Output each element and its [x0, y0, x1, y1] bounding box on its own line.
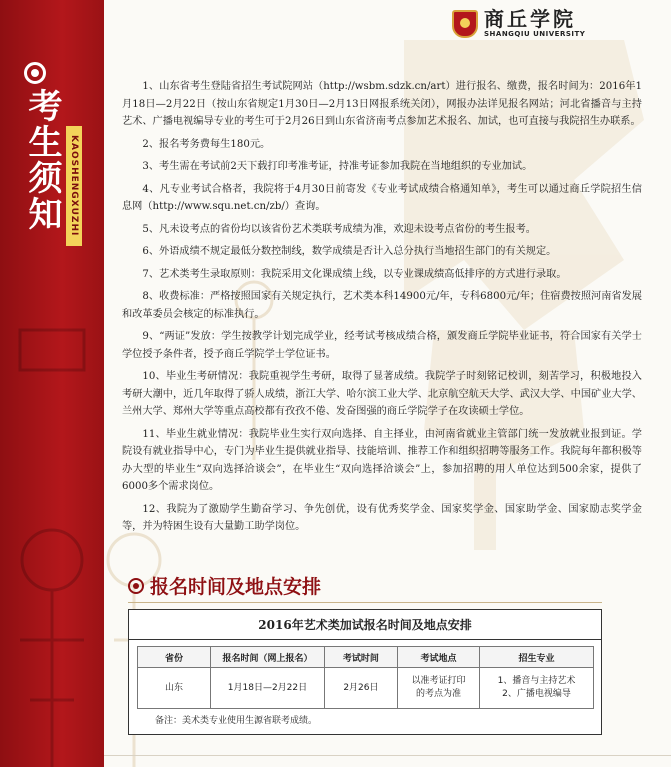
table-header-row [138, 647, 594, 668]
header-province: 省份 [138, 647, 211, 668]
paragraph: 11、毕业生就业情况：我院毕业生实行双向选择、自主择业，由河南省就业主管部门统一发放就业报到证。学院设有就业指导中心，专门为毕业生提供就业指导、技能培训、推荐工作和组织招聘等服务工作。我院每年都积极等办大型的毕业生“双向选择洽谈会”，在毕业生“双向选择洽谈会”上，参加招聘的用人单位达到500余家，提供了6000多个需求岗位。 [122, 428, 642, 492]
cell-registration-time: 1月18日—2月22日 [210, 668, 324, 709]
sidebar-pinyin: KAOSHENGXUZHI [66, 126, 82, 246]
footer-divider [104, 755, 671, 756]
header-exam-location: 考试地点 [397, 647, 479, 668]
paragraph: 6、外语成绩不规定最低分数控制线，数学成绩是否计入总分执行当地招生部门的有关规定。 [142, 246, 557, 257]
notice-content [122, 78, 642, 541]
paragraph: 10、毕业生考研情况：我院重视学生考研，取得了显著成绩。我院学子时刻铭记校训，刻苦学习，积极地投入考研大潮中，近几年取得了骄人成绩，浙江大学、哈尔滨工业大学、北京航空航天大学、武汉大学、中国矿业大学、兰州大学、郑州大学等重点高校都有孜孜不倦、发奋图强的商丘学院学子在攻读硕士学位。 [122, 371, 642, 417]
table-row [138, 668, 594, 709]
section-bullet-icon [128, 578, 144, 594]
sidebar [0, 0, 104, 767]
cell-province: 山东 [138, 668, 211, 709]
university-emblem-icon [452, 10, 478, 38]
header-exam-time: 考试时间 [324, 647, 397, 668]
location-line: 的考点为准 [415, 689, 461, 699]
major-line: 1、播音与主持艺术 [497, 676, 576, 686]
section-heading-text: 报名时间及地点安排 [150, 576, 322, 598]
logo-english-name: SHANGQIU UNIVERSITY [484, 30, 586, 38]
paragraph: 7、艺术类考生录取原则：我院采用文化课成绩上线，以专业课成绩高低排序的方式进行录取。 [142, 268, 567, 280]
cell-exam-time: 2月26日 [324, 668, 397, 709]
paragraph: 9、“两证”发放：学生按教学计划完成学业，经考试考核成绩合格，颁发商丘学院毕业证书，符合国家有关学士学位授予条件者，授予商丘学院学士学位证书。 [122, 331, 642, 360]
paragraph: 3、考生需在考试前2天下载打印考准考证，持准考证参加我院在当地组织的专业加试。 [142, 161, 533, 172]
paragraph: 5、凡未设考点的省份均以该省份艺术类联考成绩为准，欢迎未设考点省份的考生报考。 [142, 223, 536, 235]
paragraph: 1、山东省考生登陆省招生考试院网站（http://wsbm.sdzk.cn/art）进行报名、缴费，报名时间为：2016年1月18日—2月22日（按山东省规定1月30日—2月13日网报系统关闭），网报办法详见报名网站；河北省播音与主持艺术、广播电视编导专业的考生可于2月26日到山东省济南考点参加艺术报名、加试，也可直接与我院招生办联系。 [122, 81, 642, 127]
cell-exam-location [397, 668, 479, 709]
table-title: 2016年艺术类加试报名时间及地点安排 [258, 618, 472, 632]
section-heading [128, 572, 321, 599]
paragraph: 8、收费标准：严格按照国家有关规定执行，艺术类本科14900元/年，专科6800元/年；住宿费按照河南省发展和改革委员会核定的标准执行。 [122, 291, 642, 320]
paragraph: 12、我院为了激励学生勤奋学习、争先创优，设有优秀奖学金、国家奖学金、国家助学金、国家励志奖学金等，并为特困生设有大量勤工助学岗位。 [122, 503, 642, 532]
sidebar-bullet-icon [24, 62, 46, 84]
header-registration-time: 报名时间（网上报名） [210, 647, 324, 668]
cell-major [479, 668, 593, 709]
table-note: 备注：美术类专业使用生源省联考成绩。 [155, 716, 318, 726]
location-line: 以准考证打印 [411, 676, 466, 686]
heading-divider [128, 602, 602, 603]
table-title-divider [129, 639, 601, 640]
university-logo [452, 8, 585, 39]
schedule-grid [137, 646, 594, 709]
paragraph: 4、凡专业考试合格者，我院将于4月30日前寄发《专业考试成绩合格通知单》，考生可以通过商丘学院招生信息网（http://www.squ.net.cn/zb/）查询。 [122, 183, 642, 212]
schedule-table [128, 609, 602, 735]
paragraph: 2、报名考务费每生180元。 [142, 138, 271, 150]
header-major: 招生专业 [479, 647, 593, 668]
major-line: 2、广播电视编导 [502, 689, 571, 699]
logo-chinese-name: 商丘学院 [484, 7, 576, 31]
sidebar-title: 考生须知 [22, 88, 62, 232]
